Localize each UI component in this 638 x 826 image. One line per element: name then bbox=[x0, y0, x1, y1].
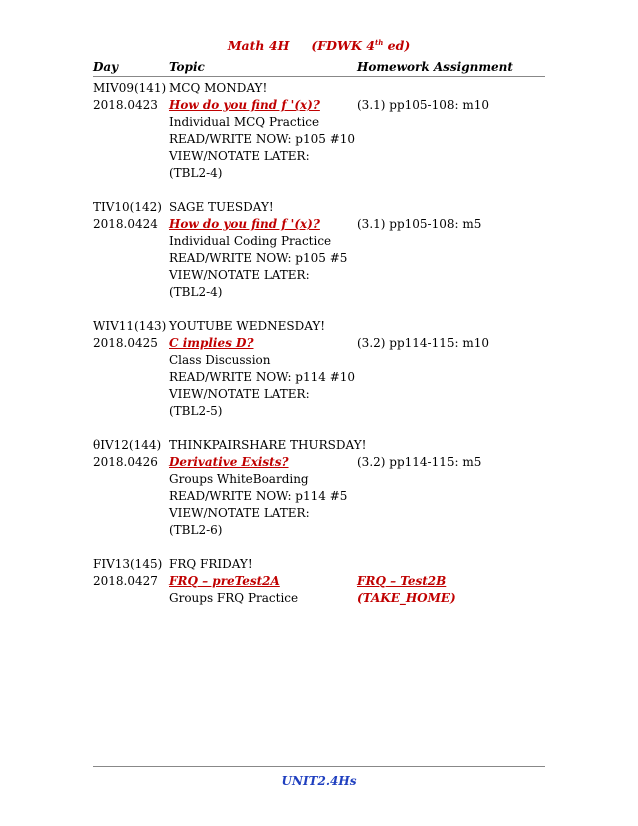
entry-day: WIV11(143) bbox=[93, 319, 167, 333]
entry-question: FRQ – preTest2A bbox=[169, 574, 280, 588]
entry-activity: Individual MCQ Practice bbox=[169, 115, 320, 129]
header-homework: Homework Assignment bbox=[357, 60, 513, 74]
entry-homework: (3.1) pp105-108: m5 bbox=[357, 217, 482, 231]
entry-day: MIV09(141) bbox=[93, 81, 167, 95]
schedule-entry-wednesday bbox=[93, 318, 553, 420]
header-topic: Topic bbox=[169, 60, 205, 74]
entry-title: SAGE TUESDAY! bbox=[169, 200, 274, 214]
entry-view: VIEW/NOTATE LATER: bbox=[169, 387, 310, 401]
entry-day: θIV12(144) bbox=[93, 438, 162, 452]
entry-day: TIV10(142) bbox=[93, 200, 162, 214]
entry-date: 2018.0426 bbox=[93, 455, 158, 469]
entry-title: MCQ MONDAY! bbox=[169, 81, 268, 95]
entry-date: 2018.0424 bbox=[93, 217, 158, 231]
entry-read: READ/WRITE NOW: p114 #10 bbox=[169, 370, 356, 384]
header-day: Day bbox=[93, 60, 119, 74]
footer-divider bbox=[93, 766, 545, 767]
entry-question: How do you find f '(x)? bbox=[169, 98, 320, 112]
entry-date: 2018.0427 bbox=[93, 574, 158, 588]
entry-activity: Groups FRQ Practice bbox=[169, 591, 299, 605]
entry-date: 2018.0423 bbox=[93, 98, 158, 112]
entry-question: Derivative Exists? bbox=[169, 455, 289, 469]
entry-title: THINKPAIRSHARE THURSDAY! bbox=[169, 438, 367, 452]
entry-activity: Individual Coding Practice bbox=[169, 234, 332, 248]
schedule-entry-thursday bbox=[93, 437, 553, 539]
entry-title: YOUTUBE WEDNESDAY! bbox=[169, 319, 326, 333]
schedule bbox=[93, 80, 553, 624]
entry-activity: Groups WhiteBoarding bbox=[169, 472, 309, 486]
entry-tbl: (TBL2-5) bbox=[169, 404, 223, 418]
entry-question: C implies D? bbox=[169, 336, 254, 350]
entry-tbl: (TBL2-4) bbox=[169, 166, 223, 180]
entry-title: FRQ FRIDAY! bbox=[169, 557, 253, 571]
entry-date: 2018.0425 bbox=[93, 336, 158, 350]
entry-read: READ/WRITE NOW: p105 #5 bbox=[169, 251, 348, 265]
schedule-entry-friday bbox=[93, 556, 553, 607]
schedule-entry-tuesday bbox=[93, 199, 553, 301]
entry-read: READ/WRITE NOW: p114 #5 bbox=[169, 489, 348, 503]
entry-homework-note: (TAKE_HOME) bbox=[357, 591, 456, 605]
entry-read: READ/WRITE NOW: p105 #10 bbox=[169, 132, 356, 146]
entry-homework: (3.2) pp114-115: m5 bbox=[357, 455, 482, 469]
entry-question: How do you find f '(x)? bbox=[169, 217, 320, 231]
book-edition: (FDWK 4th ed) bbox=[311, 38, 411, 54]
column-header bbox=[93, 59, 545, 77]
entry-tbl: (TBL2-6) bbox=[169, 523, 223, 537]
entry-view: VIEW/NOTATE LATER: bbox=[169, 149, 310, 163]
entry-homework: FRQ – Test2B bbox=[357, 574, 447, 588]
entry-view: VIEW/NOTATE LATER: bbox=[169, 506, 310, 520]
entry-homework: (3.1) pp105-108: m10 bbox=[357, 98, 489, 112]
page-title bbox=[0, 38, 638, 53]
course-name: Math 4H bbox=[227, 38, 290, 54]
entry-day: FIV13(145) bbox=[93, 557, 163, 571]
entry-view: VIEW/NOTATE LATER: bbox=[169, 268, 310, 282]
entry-activity: Class Discussion bbox=[169, 353, 271, 367]
entry-tbl: (TBL2-4) bbox=[169, 285, 223, 299]
entry-homework: (3.2) pp114-115: m10 bbox=[357, 336, 489, 350]
schedule-entry-monday bbox=[93, 80, 553, 182]
page-footer: UNIT2.4Hs bbox=[281, 774, 357, 788]
